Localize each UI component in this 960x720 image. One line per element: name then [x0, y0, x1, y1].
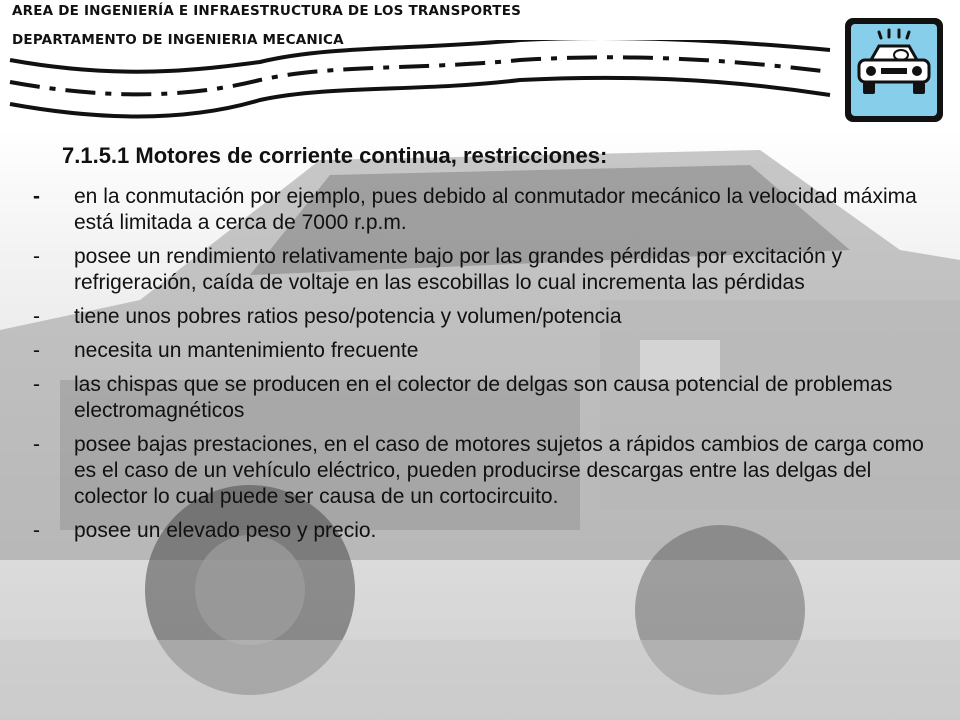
list-item	[30, 372, 950, 424]
bullet-marker: -	[33, 519, 40, 542]
bullet-marker: -	[33, 305, 40, 328]
bullet-marker: -	[33, 373, 40, 396]
list-item	[30, 244, 950, 296]
bullet-text: las chispas que se producen en el colector de delgas son causa potencial de problemas electromagnéticos	[74, 373, 893, 422]
bullet-text: tiene unos pobres ratios peso/potencia y volumen/potencia	[74, 305, 622, 328]
bullet-text: en la conmutación por ejemplo, pues debido al conmutador mecánico la velocidad máxima está limitada a cerca de 7000 r.p.m.	[74, 185, 917, 234]
bullet-text: posee bajas prestaciones, en el caso de motores sujetos a rápidos cambios de carga como es el caso de un vehículo eléctrico, pueden producirse descargas entre las delgas del colector lo cual puede ser causa de un cortocircuito.	[74, 433, 924, 508]
bullet-marker: -	[33, 185, 40, 208]
bullet-text: posee un rendimiento relativamente bajo por las grandes pérdidas por excitación y refrigeración, caída de voltaje en las escobillas lo cual incrementa las pérdidas	[74, 245, 843, 294]
list-item	[30, 304, 950, 330]
list-item	[30, 184, 950, 236]
list-item	[30, 518, 950, 544]
slide-title: 7.1.5.1 Motores de corriente continua, restricciones:	[62, 143, 608, 168]
bullet-marker: -	[33, 245, 40, 268]
bullet-text: posee un elevado peso y precio.	[74, 519, 377, 542]
bullet-marker: -	[33, 433, 40, 456]
car-icon	[843, 16, 945, 124]
road-stripe-decoration	[0, 40, 840, 120]
bullet-marker: -	[33, 339, 40, 362]
header-department: DEPARTAMENTO DE INGENIERIA MECANICA	[12, 32, 344, 48]
header-institution: AREA DE INGENIERÍA E INFRAESTRUCTURA DE LOS TRANSPORTES	[12, 3, 522, 19]
list-item	[30, 432, 950, 510]
list-item	[30, 338, 950, 364]
bullet-text: necesita un mantenimiento frecuente	[74, 339, 419, 362]
restrictions-list	[30, 184, 950, 552]
